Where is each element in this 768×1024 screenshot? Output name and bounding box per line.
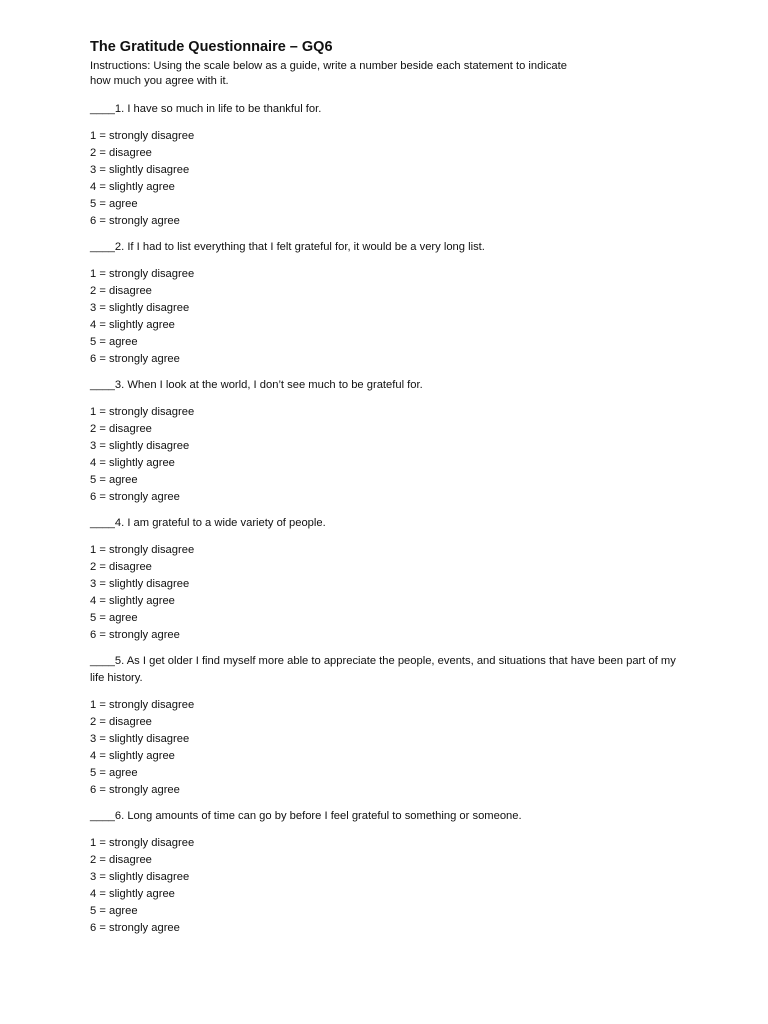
question-statement [90,101,690,118]
scale-option: 2 = disagree [90,561,152,573]
question-statement [90,515,690,532]
question-2 [90,239,690,368]
scale-option: 3 = slightly disagree [90,871,190,883]
scale-option: 6 = strongly agree [90,215,180,227]
scale-option: 5 = agree [90,612,138,624]
question-text: 6. Long amounts of time can go by before I feel grateful to something or someone. [114,810,522,822]
question-5 [90,653,690,799]
scale-option: 4 = slightly agree [90,457,175,469]
scale-option: 2 = disagree [90,285,152,297]
scale-option: 1 = strongly disagree [90,268,195,280]
question-text: 5. As I get older I find myself more able to appreciate the people, events, and situations that have been part of my life history. [90,655,676,684]
question-statement [90,239,690,256]
scale-option: 5 = agree [90,474,138,486]
rating-scale [90,835,690,937]
answer-blank: ____ [90,517,115,529]
question-3 [90,377,690,506]
answer-blank: ____ [90,103,115,115]
scale-option: 5 = agree [90,198,138,210]
scale-option: 6 = strongly agree [90,922,180,934]
scale-option: 4 = slightly agree [90,181,175,193]
scale-option: 3 = slightly disagree [90,440,190,452]
scale-option: 1 = strongly disagree [90,406,195,418]
scale-option: 2 = disagree [90,854,152,866]
scale-option: 3 = slightly disagree [90,733,190,745]
answer-blank: ____ [90,241,115,253]
scale-option: 2 = disagree [90,147,152,159]
question-text: 4. I am grateful to a wide variety of people. [114,517,326,529]
scale-option: 2 = disagree [90,716,152,728]
rating-scale [90,697,690,799]
scale-option: 3 = slightly disagree [90,164,190,176]
scale-option: 4 = slightly agree [90,888,175,900]
scale-option: 1 = strongly disagree [90,544,195,556]
scale-option: 5 = agree [90,905,138,917]
answer-blank: ____ [90,655,115,667]
scale-option: 1 = strongly disagree [90,837,195,849]
scale-option: 2 = disagree [90,423,152,435]
question-6 [90,808,690,937]
question-4 [90,515,690,644]
question-text: 3. When I look at the world, I don’t see much to be grateful for. [114,379,423,391]
question-1 [90,101,690,230]
question-statement [90,653,690,687]
question-statement [90,377,690,394]
scale-option: 4 = slightly agree [90,750,175,762]
rating-scale [90,266,690,368]
scale-option: 6 = strongly agree [90,491,180,503]
instructions-text: Instructions: Using the scale below as a guide, write a number beside each statement to indicate how much you agree with it. [90,60,567,87]
page-title: The Gratitude Questionnaire – GQ6 [90,39,333,55]
scale-option: 6 = strongly agree [90,629,180,641]
scale-option: 4 = slightly agree [90,319,175,331]
scale-option: 4 = slightly agree [90,595,175,607]
scale-option: 1 = strongly disagree [90,130,195,142]
question-text: 2. If I had to list everything that I felt grateful for, it would be a very long list. [114,241,485,253]
question-text: 1. I have so much in life to be thankful for. [114,103,322,115]
scale-option: 6 = strongly agree [90,784,180,796]
rating-scale [90,404,690,506]
answer-blank: ____ [90,810,115,822]
answer-blank: ____ [90,379,115,391]
scale-option: 5 = agree [90,336,138,348]
questionnaire-page [90,38,690,946]
question-statement [90,808,690,825]
scale-option: 3 = slightly disagree [90,578,190,590]
rating-scale [90,542,690,644]
scale-option: 1 = strongly disagree [90,699,195,711]
rating-scale [90,128,690,230]
scale-option: 6 = strongly agree [90,353,180,365]
scale-option: 5 = agree [90,767,138,779]
scale-option: 3 = slightly disagree [90,302,190,314]
